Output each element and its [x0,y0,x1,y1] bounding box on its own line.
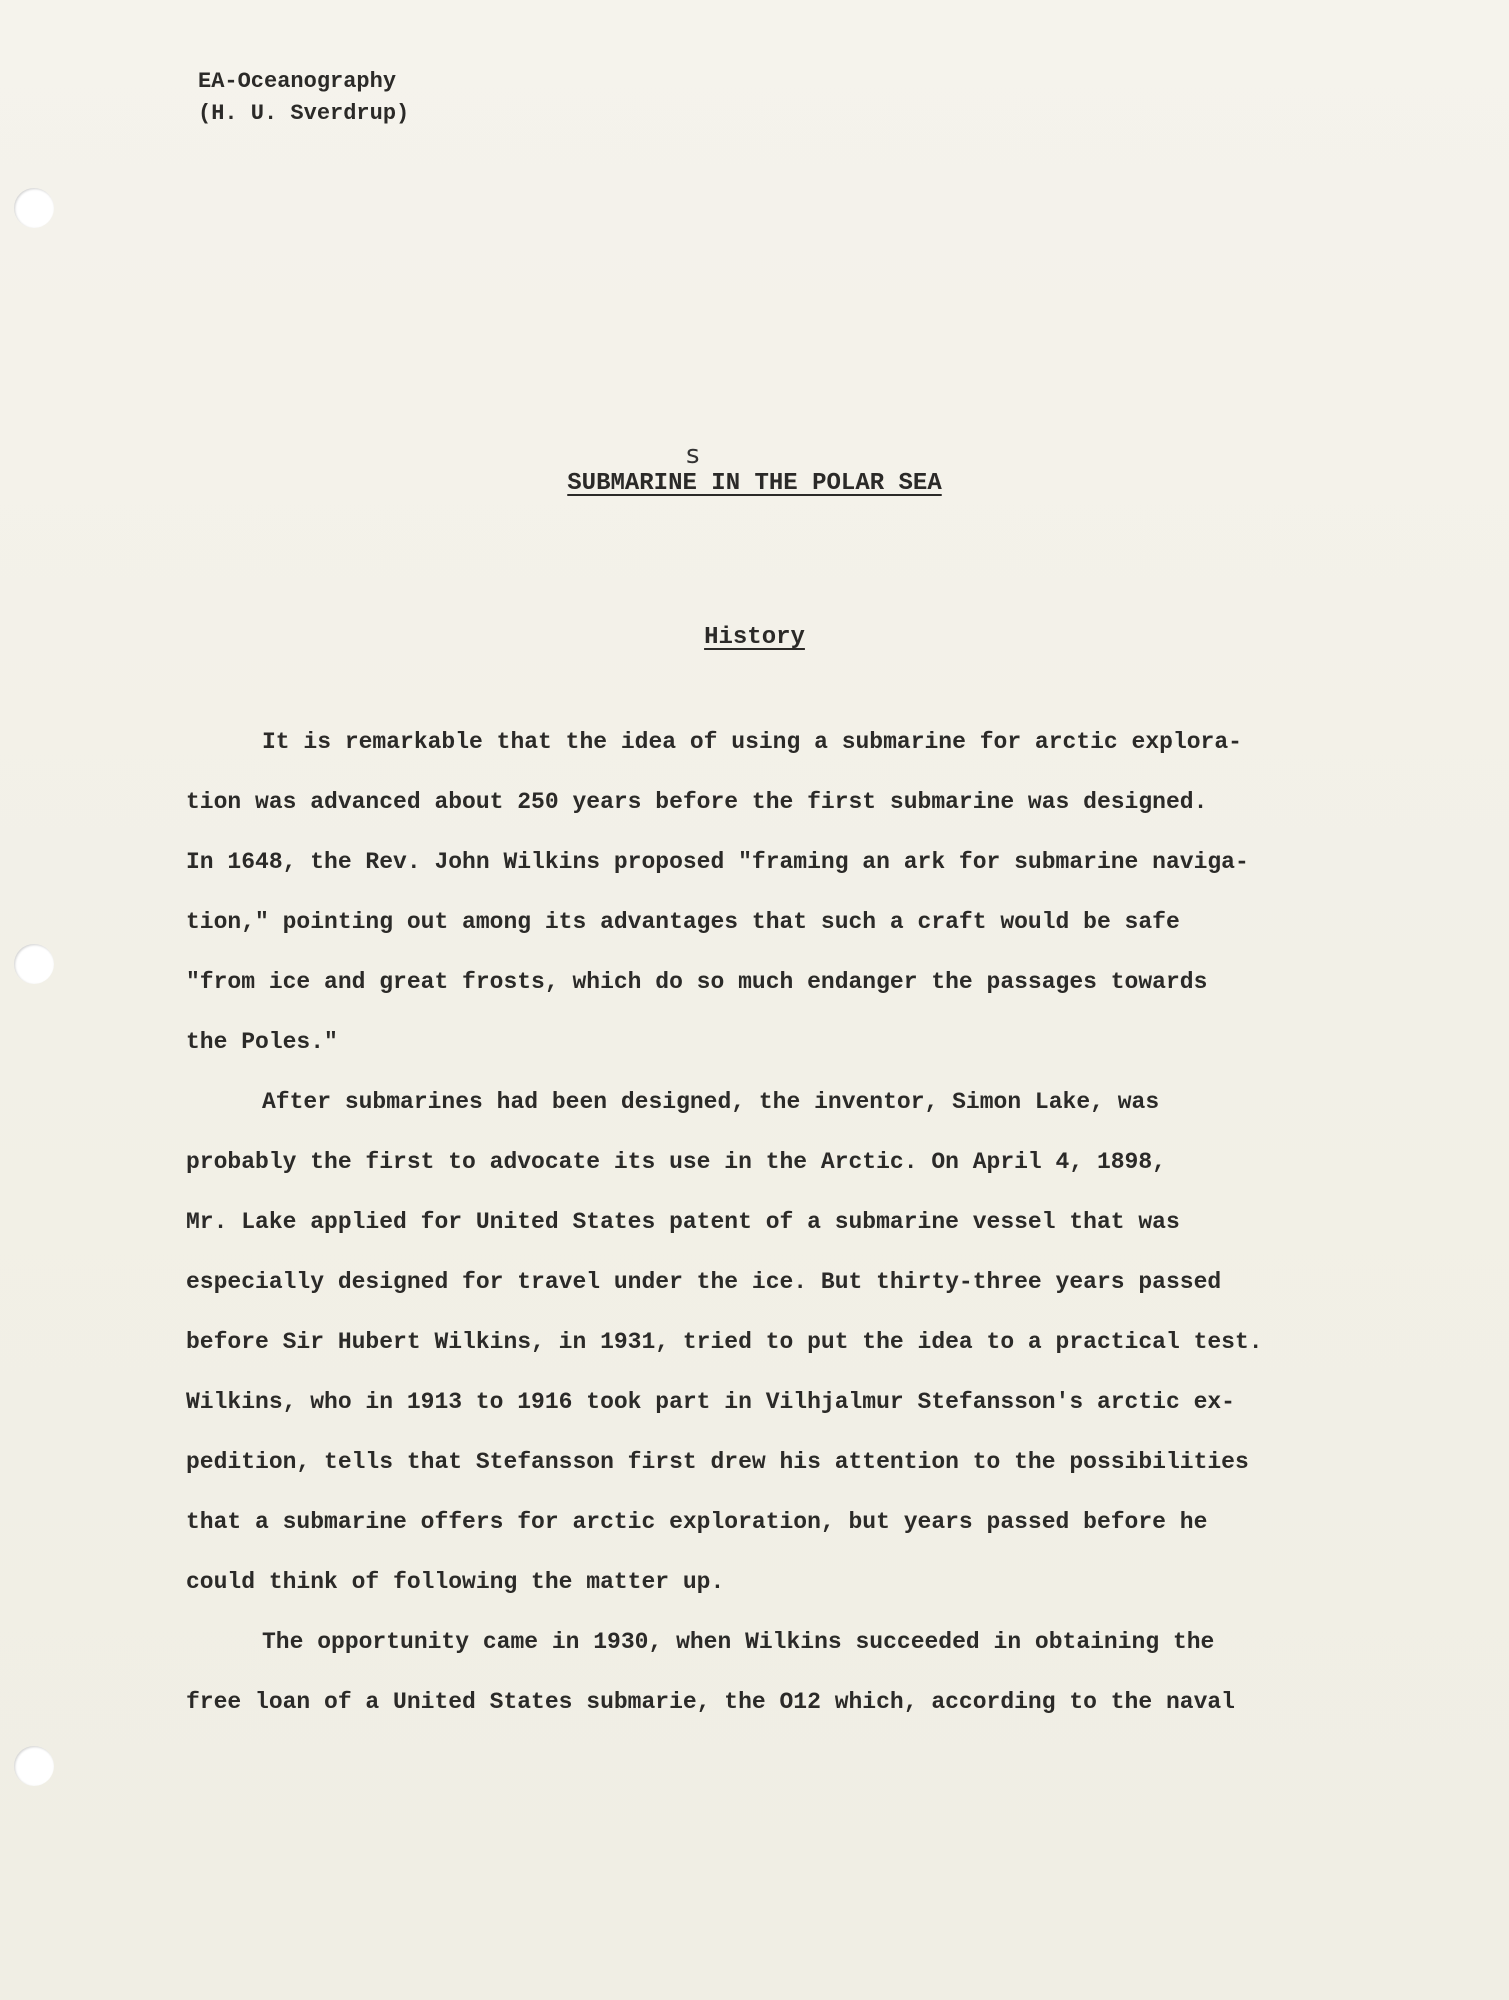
document-header [198,66,409,130]
text-line: could think of following the matter up. [186,1569,725,1595]
header-department: EA-Oceanography [198,69,397,94]
text-line: It is remarkable that the idea of using a submarine for arctic explora- [262,729,1242,755]
text-line: pedition, tells that Stefansson first drew his attention to the possibilities [186,1449,1249,1475]
section-heading-text: History [704,624,805,651]
text-line: After submarines had been designed, the inventor, Simon Lake, was [262,1089,1160,1115]
text-line: free loan of a United States submarie, the O12 which, according to the naval [186,1689,1235,1715]
document-title [0,470,1509,497]
text-line: probably the first to advocate its use in the Arctic. On April 4, 1898, [186,1149,1166,1175]
text-line: The opportunity came in 1930, when Wilkins succeeded in obtaining the [262,1629,1215,1655]
text-line: Wilkins, who in 1913 to 1916 took part in Vilhjalmur Stefansson's arctic ex- [186,1389,1235,1415]
text-line: before Sir Hubert Wilkins, in 1931, tried to put the idea to a practical test. [186,1329,1263,1355]
punch-hole [14,188,54,228]
section-heading [0,624,1509,651]
text-line: Mr. Lake applied for United States patent of a submarine vessel that was [186,1209,1180,1235]
text-line: tion was advanced about 250 years before the first submarine was designed. [186,789,1208,815]
header-author: (H. U. Sverdrup) [198,101,410,126]
text-line: "from ice and great frosts, which do so much endanger the passages towards [186,969,1208,995]
text-line: that a submarine offers for arctic exploration, but years passed before he [186,1509,1208,1535]
text-line: tion," pointing out among its advantages that such a craft would be safe [186,909,1180,935]
document-title-text: SUBMARINE IN THE POLAR SEA [567,470,942,497]
text-line: especially designed for travel under the ice. But thirty-three years passed [186,1269,1222,1295]
handwritten-correction: s [686,440,700,470]
text-line: In 1648, the Rev. John Wilkins proposed "framing an ark for submarine naviga- [186,849,1249,875]
punch-hole [14,944,54,984]
punch-hole [14,1746,54,1786]
text-line: the Poles." [186,1029,338,1055]
body-text [186,712,1406,1732]
